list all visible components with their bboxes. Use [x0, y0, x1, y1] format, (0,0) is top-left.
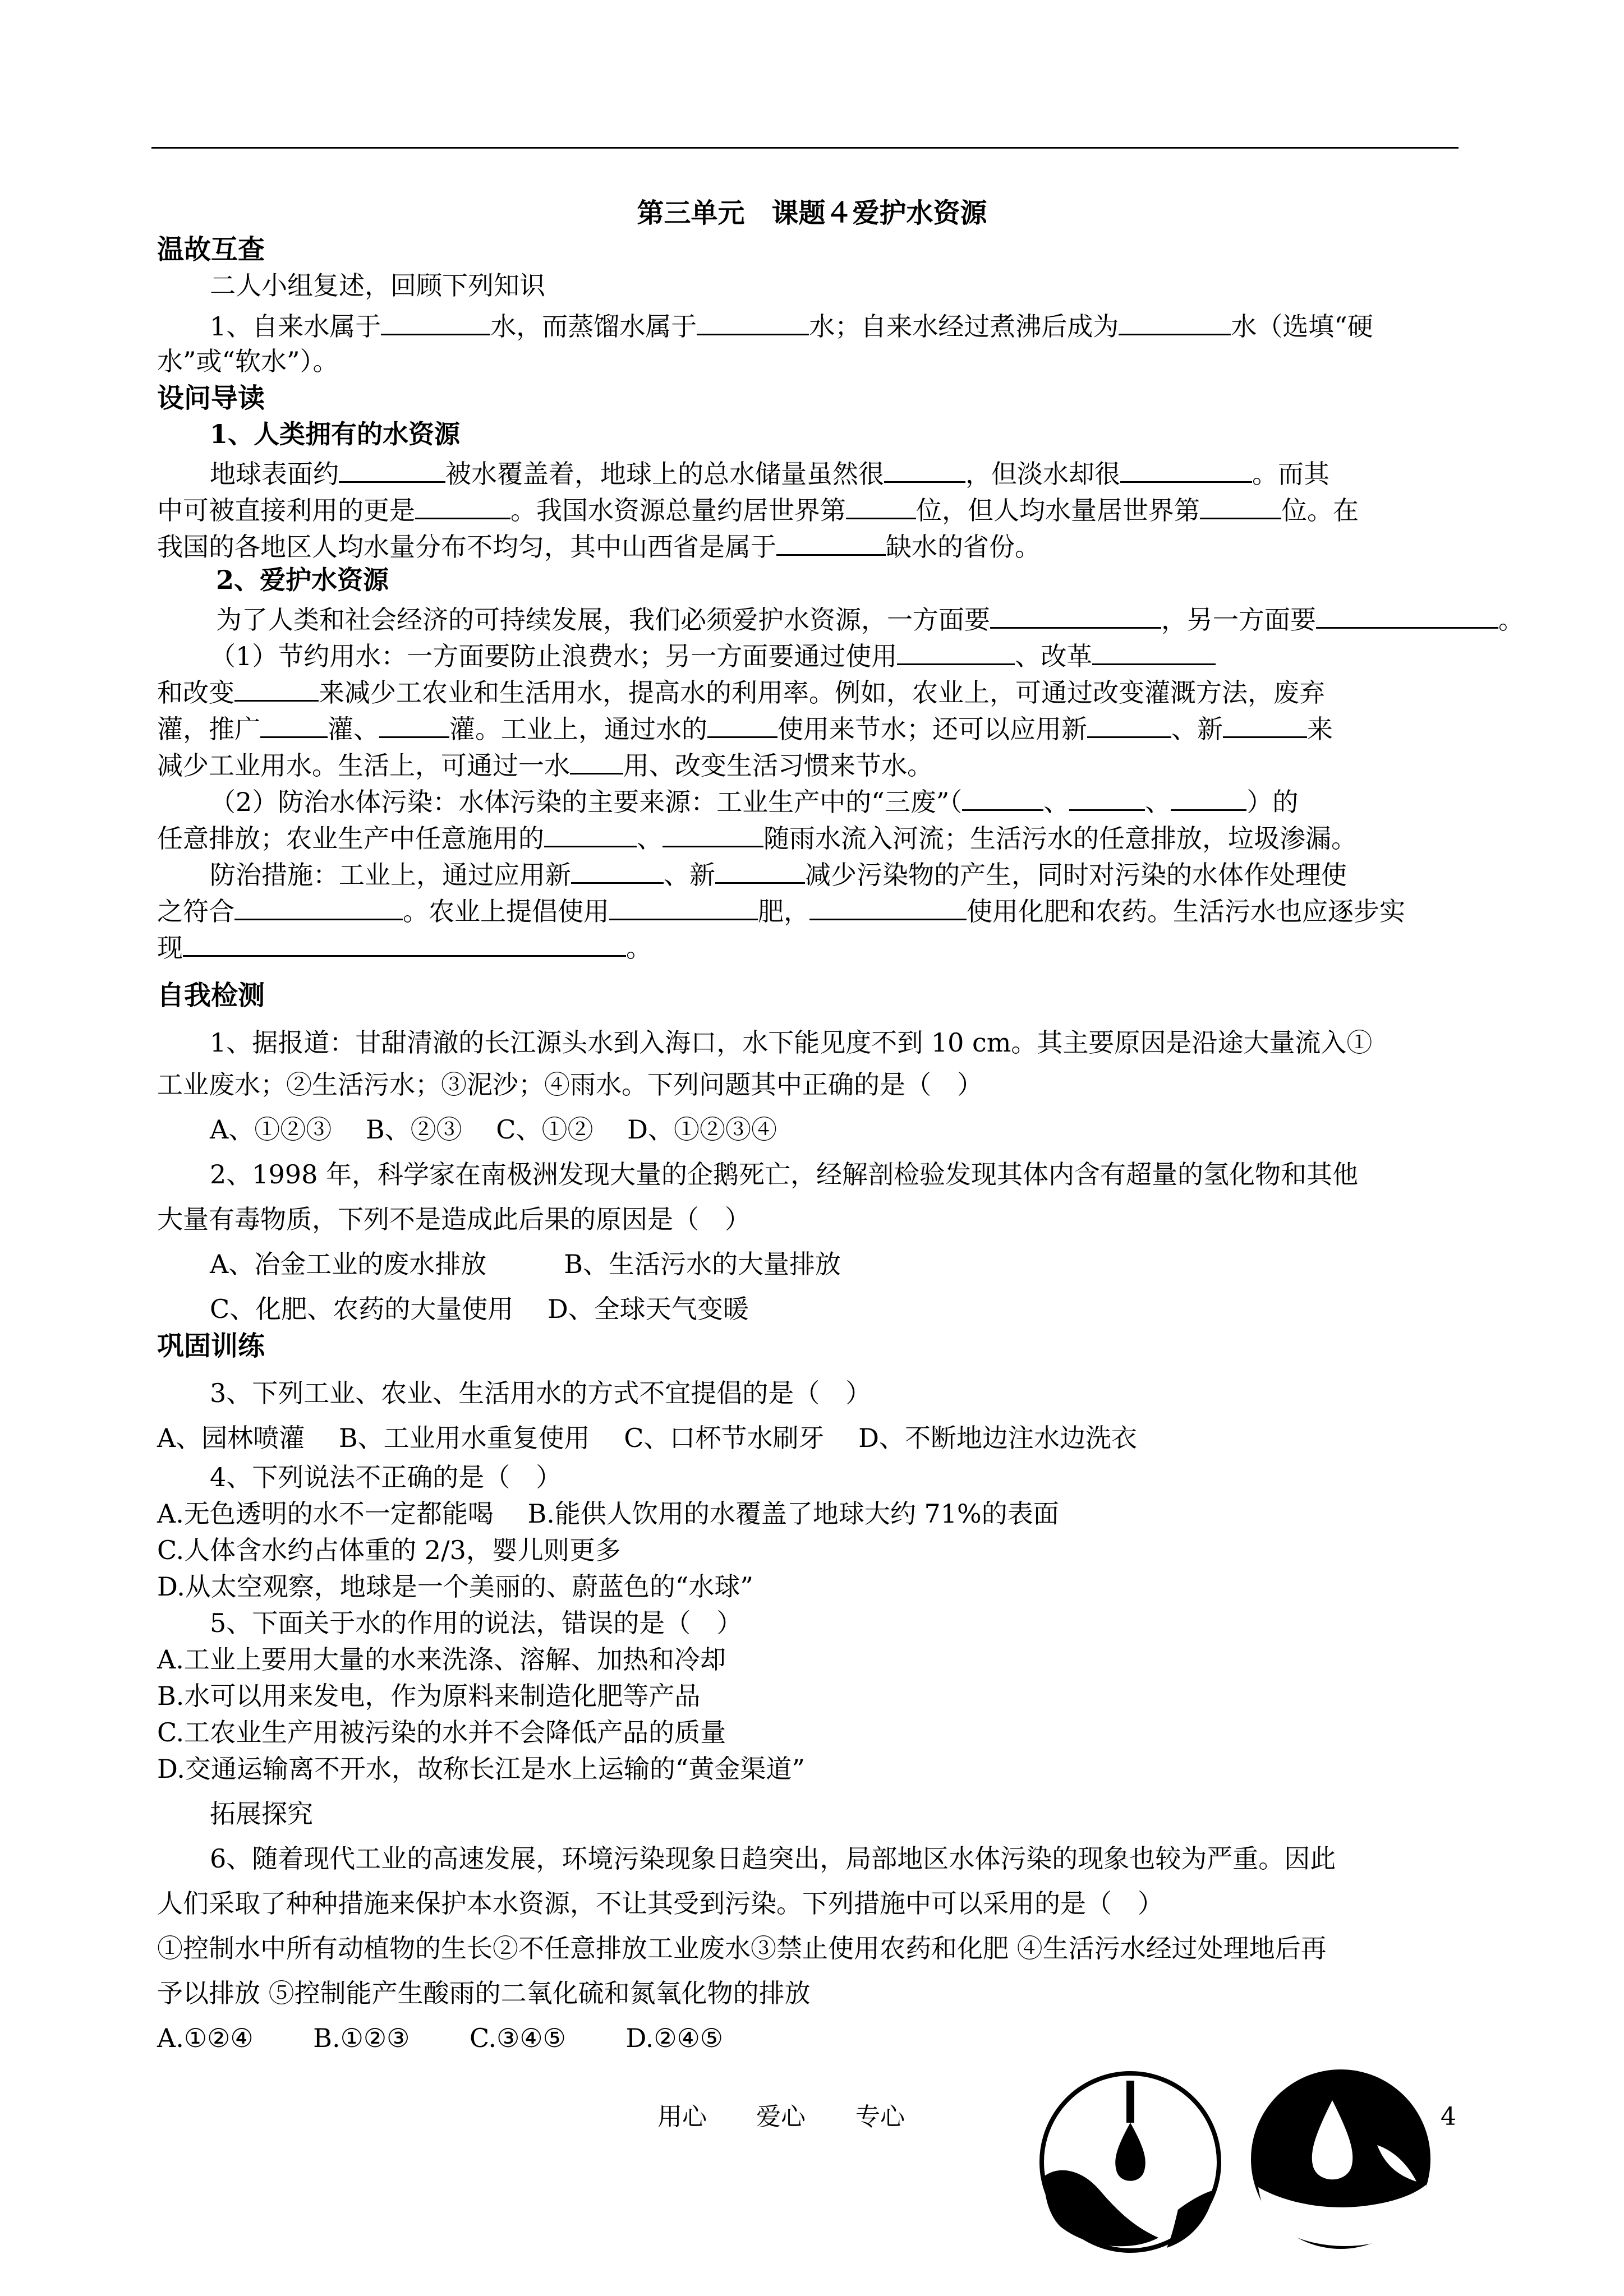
guide-line: （2）防治水体污染：水体污染的主要来源：工业生产中的“三废”（ 、 、 ）的: [210, 781, 1298, 821]
subheading-water-resources: 1、人类拥有的水资源: [210, 419, 461, 449]
blank[interactable]: [1316, 599, 1498, 629]
question-4-option-ab: A.无色透明的水不一定都能喝 B.能供人饮用的水覆盖了地球大约 71%的表面: [157, 1499, 1059, 1529]
blank[interactable]: [1119, 306, 1231, 335]
review-q1-line1: 1、自来水属于 水，而蒸馏水属于 水；自来水经过煮沸后成为 水（选填“硬: [210, 306, 1373, 345]
question-4-option-d: D.从太空观察，地球是一个美丽的、蔚蓝色的“水球”: [157, 1571, 753, 1602]
blank[interactable]: [697, 306, 809, 335]
guide-line: 减少工业用水。生活上，可通过一水 用、改变生活习惯来节水。: [157, 745, 933, 785]
question-6-options: A.①②④ B.①②③ C.③④⑤ D.②④⑤: [157, 2023, 724, 2053]
blank[interactable]: [379, 708, 449, 738]
guide-line: 灌，推广 灌、 灌。工业上，通过水的 使用来节水；还可以应用新 、新 来: [157, 708, 1333, 748]
header-rule: [151, 147, 1459, 149]
blank[interactable]: [990, 599, 1161, 629]
question-5: 5、下面关于水的作用的说法，错误的是（ ）: [210, 1608, 743, 1638]
footer-motto-2: 爱心: [756, 2103, 806, 2131]
footer-motto-1: 用心: [657, 2103, 707, 2131]
blank[interactable]: [381, 306, 490, 335]
blank[interactable]: [776, 526, 886, 556]
question-5-option-c: C.工农业生产用被污染的水并不会降低产品的质量: [157, 1717, 726, 1748]
guide-line: 为了人类和社会经济的可持续发展，我们必须爱护水资源，一方面要 ，另一方面要 。: [216, 599, 1524, 639]
blank[interactable]: [1171, 781, 1246, 811]
question-2-line1: 2、1998 年，科学家在南极洲发现大量的企鹅死亡，经解剖检验发现其体内含有超量的氢化物和其他: [210, 1159, 1358, 1190]
question-1-line1: 1、据报道：甘甜清澈的长江源头水到入海口，水下能见度不到 10 cm。其主要原因是沿途大量流入①: [210, 1027, 1373, 1058]
question-3: 3、下列工业、农业、生活用水的方式不宜提倡的是（ ）: [210, 1378, 872, 1408]
question-1-line2: 工业废水；②生活污水；③泥沙；④雨水。下列问题其中正确的是（ ）: [157, 1069, 983, 1100]
blank[interactable]: [570, 745, 623, 774]
blank[interactable]: [809, 891, 967, 920]
blank[interactable]: [1092, 635, 1216, 665]
blank[interactable]: [609, 891, 758, 920]
blank[interactable]: [1200, 490, 1281, 519]
guide-line: 地球表面约 被水覆盖着，地球上的总水储量虽然很 ，但淡水却很 。而其: [210, 453, 1329, 493]
blank[interactable]: [897, 635, 1015, 665]
guide-line: 之符合 。农业上提倡使用 肥， 使用化肥和农药。生活污水也应逐步实: [157, 891, 1405, 930]
guide-line: 和改变 来减少工农业和生活用水，提高水的利用率。例如，农业上，可通过改变灌溉方法，废弃: [157, 672, 1325, 712]
blank[interactable]: [339, 453, 445, 483]
blank[interactable]: [234, 672, 319, 702]
blank[interactable]: [962, 781, 1043, 811]
section-heading-review: 温故互查: [157, 234, 265, 265]
question-3-options: A、园林喷灌 B、工业用水重复使用 C、口杯节水刷牙 D、不断地边注水边洗衣: [157, 1423, 1137, 1453]
question-4: 4、下列说法不正确的是（ ）: [210, 1462, 562, 1492]
review-intro: 二人小组复述，回顾下列知识: [210, 270, 545, 301]
guide-line: 我国的各地区人均水量分布不均匀，其中山西省是属于 缺水的省份。: [157, 526, 1041, 566]
water-drop-emblem-left: [1038, 2069, 1223, 2254]
blank[interactable]: [234, 891, 403, 920]
blank[interactable]: [571, 854, 664, 884]
question-5-option-d: D.交通运输离不开水，故称长江是水上运输的“黄金渠道”: [157, 1754, 805, 1784]
blank[interactable]: [707, 708, 778, 738]
section-heading-guide: 设问导读: [157, 382, 265, 414]
page-title: 第三单元 课题４爱护水资源: [637, 197, 987, 229]
blank[interactable]: [715, 854, 805, 884]
guide-line: 任意排放；农业生产中任意施用的 、 随雨水流入河流；生活污水的任意排放，垃圾渗漏。: [157, 818, 1357, 857]
question-6-line3: ①控制水中所有动植物的生长②不任意排放工业废水③禁止使用农药和化肥 ④生活污水经过处理地后再: [157, 1933, 1327, 1963]
question-1-options: A、①②③ B、②③ C、①② D、①②③④: [210, 1114, 777, 1145]
blank[interactable]: [846, 490, 916, 519]
section-heading-self-check: 自我检测: [157, 980, 265, 1011]
guide-line: （1）节约用水：一方面要防止浪费水；另一方面要通过使用 、改革: [210, 635, 1216, 675]
question-6-line1: 6、随着现代工业的高速发展，环境污染现象日趋突出，局部地区水体污染的现象也较为严重。因此: [210, 1843, 1336, 1874]
subheading-extend: 拓展探究: [210, 1799, 313, 1829]
blank[interactable]: [1223, 708, 1307, 738]
question-5-option-a: A.工业上要用大量的水来洗涤、溶解、加热和冷却: [157, 1644, 726, 1675]
blank[interactable]: [544, 818, 637, 847]
blank[interactable]: [260, 708, 328, 738]
blank[interactable]: [415, 490, 510, 519]
blank[interactable]: [1069, 781, 1145, 811]
question-6-line2: 人们采取了种种措施来保护本水资源，不让其受到污染。下列措施中可以采用的是（ ）: [157, 1888, 1163, 1919]
question-6-line4: 予以排放 ⑤控制能产生酸雨的二氧化硫和氮氧化物的排放: [157, 1978, 811, 2008]
guide-line: 现 。: [157, 927, 652, 967]
review-q1-line2: 水”或“软水”）。: [157, 346, 339, 376]
guide-line: 防治措施：工业上，通过应用新 、新 减少污染物的产生，同时对污染的水体作处理使: [210, 854, 1347, 894]
blank[interactable]: [884, 453, 965, 483]
section-heading-consolidate: 巩固训练: [157, 1330, 265, 1362]
page-number: 4: [1441, 2103, 1456, 2131]
blank[interactable]: [1087, 708, 1171, 738]
question-4-option-c: C.人体含水约占体重的 2/3，婴儿则更多: [157, 1535, 621, 1565]
subheading-protect-water: 2、爱护水资源: [216, 565, 389, 595]
blank[interactable]: [1120, 453, 1252, 483]
water-drop-emblem-right: [1248, 2067, 1433, 2252]
question-2-line2: 大量有毒物质，下列不是造成此后果的原因是（ ）: [157, 1204, 751, 1234]
question-2-options-ab: A、冶金工业的废水排放 B、生活污水的大量排放: [210, 1249, 841, 1279]
blank[interactable]: [183, 927, 626, 957]
question-2-options-cd: C、化肥、农药的大量使用 D、全球天气变暖: [210, 1294, 749, 1324]
guide-line: 中可被直接利用的更是 。我国水资源总量约居世界第 位，但人均水量居世界第 位。在: [157, 490, 1359, 529]
question-5-option-b: B.水可以用来发电，作为原料来制造化肥等产品: [157, 1681, 701, 1711]
blank[interactable]: [663, 818, 763, 847]
footer-motto-3: 专心: [855, 2103, 905, 2131]
